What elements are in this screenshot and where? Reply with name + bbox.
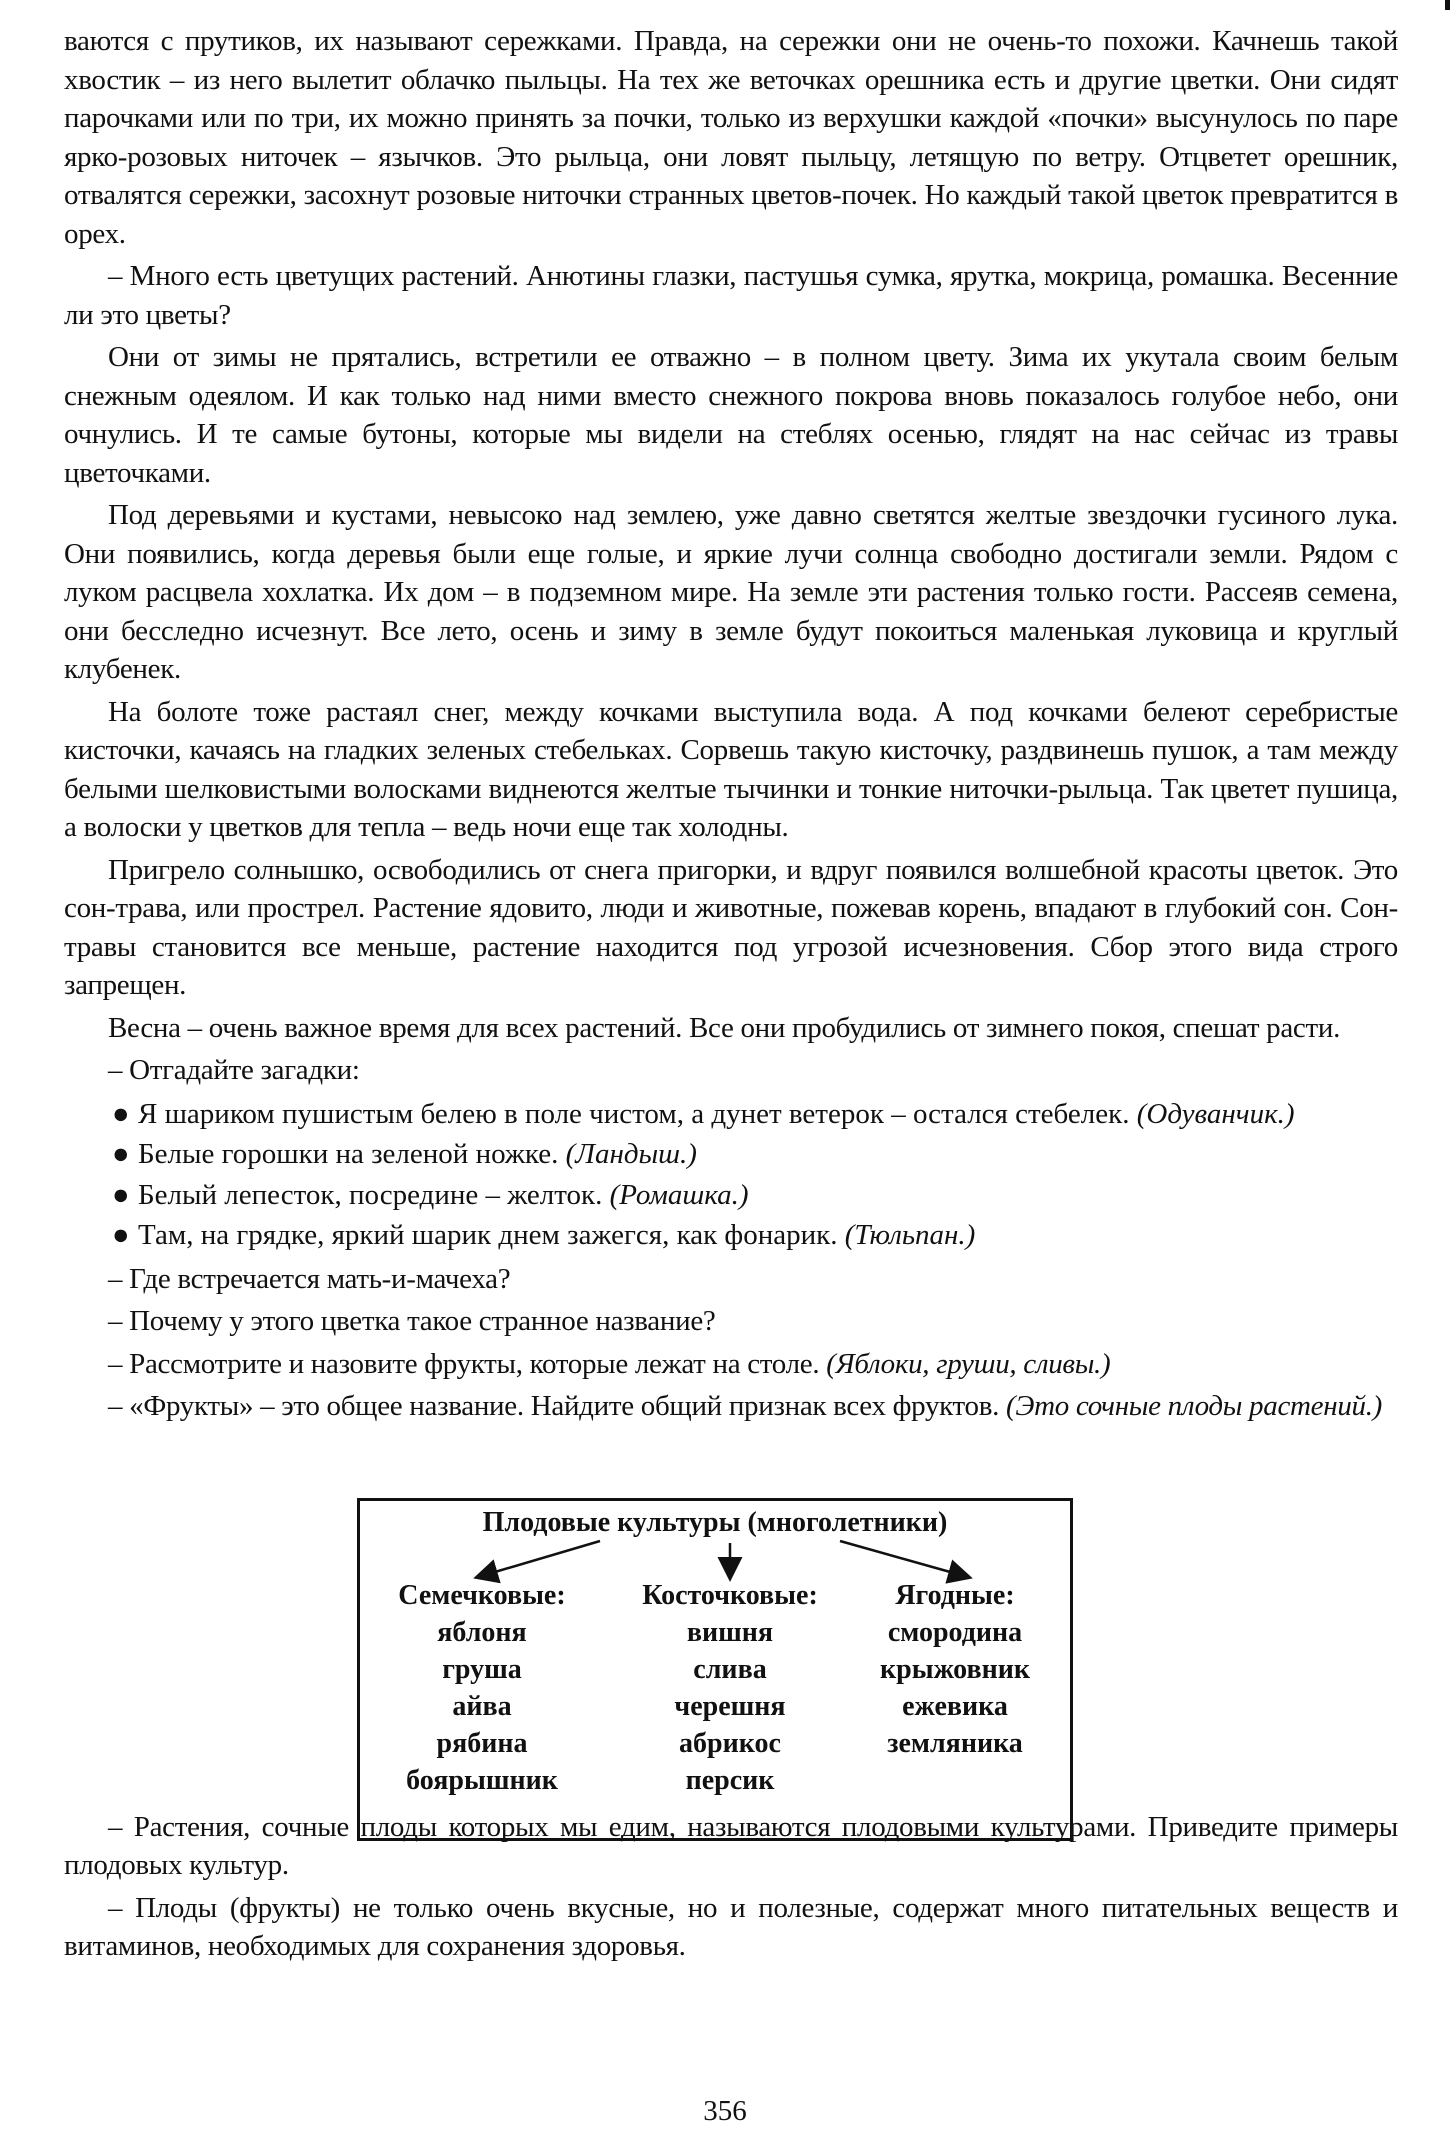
riddle-list (64, 1094, 1398, 1256)
bullet-icon: ● (112, 1138, 130, 1170)
riddle-item (64, 1094, 1398, 1135)
riddle-answer: (Ромашка.) (609, 1178, 749, 1211)
column-item: рябина (436, 1728, 528, 1759)
column-heading: Ягодные: (895, 1580, 1015, 1611)
scheme-title: Плодовые культуры (многолетники) (482, 1507, 948, 1538)
riddle-answer: (Ландыш.) (565, 1138, 697, 1170)
paragraph: Они от зимы не прятались, встретили ее отважно – в полном цвету. Зима их укутала своим белым снежным одеялом. И как только над ними вместо снежного покрова вновь показалось голубое небо, они очнулись. И те самые бутоны, которые мы видели на стеблях осенью, глядят на нас сейчас из травы цветочками. (64, 341, 1398, 489)
paragraph: Пригрело солнышко, освободились от снега пригорки, и вдруг появился волшебной красоты цветок. Это сон-трава, или прострел. Растение ядовито, люди и животные, пожевав корень, впадают в глубокий сон. Сон-травы становится все меньше, растение находится под угрозой исчезновения. Сбор этого вида строго запрещен. (64, 853, 1398, 1001)
question-text: – Рассмотрите и назовите фрукты, которые лежат на столе. (108, 1347, 820, 1380)
column-item: смородина (887, 1617, 1023, 1648)
column-item: персик (685, 1765, 775, 1796)
arrow-left (478, 1541, 600, 1577)
question-text: – Почему у этого цветка такое странное название? (108, 1305, 716, 1337)
column-item: айва (452, 1691, 512, 1722)
question-answer: (Яблоки, груши, сливы.) (826, 1347, 1111, 1380)
scheme-column-pome (382, 1577, 582, 1799)
riddle-item (64, 1215, 1398, 1256)
page-edge-mark (1445, 0, 1450, 10)
column-item: груша (442, 1654, 522, 1685)
column-heading: Косточковые: (642, 1580, 818, 1611)
question (64, 1345, 1398, 1384)
paragraph: – Растения, сочные плоды которых мы едим, называются плодовыми культурами. Приведите примеры плодовых культур. (64, 1810, 1398, 1881)
question (64, 1387, 1398, 1426)
riddles-prompt: – Отгадайте загадки: (108, 1054, 360, 1086)
column-item: вишня (686, 1617, 774, 1648)
fruit-crops-scheme (357, 1498, 1073, 1841)
question-text: – Где встречается мать-и-мачеха? (108, 1262, 511, 1295)
riddle-text: Там, на грядке, яркий шарик днем зажегся, как фонарик. (138, 1219, 838, 1251)
scheme-column-berry (860, 1577, 1050, 1762)
question-answer: (Это сочные плоды растений.) (1006, 1390, 1383, 1422)
riddle-answer: (Одуванчик.) (1136, 1097, 1295, 1130)
column-item: абрикос (679, 1728, 781, 1759)
arrow-right (840, 1541, 968, 1577)
paragraph: Под деревьями и кустами, невысоко над землею, уже давно светятся желтые звездочки гусиного лука. Они появились, когда деревья были еще голые, и яркие лучи солнца свободно достигали земли. Рядом с луком расцвела хохлатка. Их дом – в подземном мире. На земле эти растения только гости. Рассеяв семена, они бесследно исчезнут. Все лето, осень и зиму в земле будут покоиться маленькая луковица и круглый клубенек. (64, 499, 1398, 685)
bullet-icon: ● (112, 1178, 130, 1211)
paragraph: ваются с прутиков, их называют сережками. Правда, на сережки они не очень-то похожи. Качнешь такой хвостик – из него вылетит облачко пыльцы. На тех же веточках орешника есть и другие цветки. Они сидят парочками или по три, их можно принять за почки, только из верхушки каждой «почки» высунулось по паре ярко-розовых ниточек – язычков. Это рыльца, они ловят пыльцу, летящую по ветру. Отцветет орешник, отвалятся сережки, засохнут розовые ниточки странных цветов-почек. Но каждый такой цветок превратится в орех. (64, 25, 1398, 250)
riddle-item (64, 1175, 1398, 1216)
column-item: ежевика (902, 1691, 1008, 1722)
paragraph: – Плоды (фрукты) не только очень вкусные, но и полезные, содержат много питательных веществ и витаминов, необходимых для сохранения здоровья. (64, 1891, 1398, 1962)
column-item: боярышник (406, 1765, 558, 1796)
bullet-icon: ● (112, 1219, 130, 1251)
bullet-icon: ● (112, 1097, 130, 1130)
page-number: 356 (703, 2095, 747, 2127)
paragraph: – Много есть цветущих растений. Анютины глазки, пастушья сумка, ярутка, мокрица, ромашка. Весенние ли это цветы? (64, 260, 1398, 331)
question (64, 1260, 1398, 1299)
column-item: земляника (887, 1728, 1023, 1759)
riddle-answer: (Тюльпан.) (844, 1219, 976, 1251)
column-item: яблоня (437, 1617, 527, 1648)
column-item: слива (693, 1654, 767, 1685)
column-item: черешня (674, 1691, 786, 1722)
riddle-text: Белые горошки на зеленой ножке. (138, 1138, 559, 1170)
question (64, 1302, 1398, 1341)
riddle-text: Белый лепесток, посредине – желток. (138, 1178, 603, 1211)
scheme-column-stone (615, 1577, 845, 1799)
column-item: крыжовник (880, 1654, 1030, 1685)
paragraph: Весна – очень важное время для всех растений. Все они пробудились от зимнего покоя, спешат расти. (108, 1011, 1341, 1044)
paragraph: На болоте тоже растаял снег, между кочками выступила вода. А под кочками белеют серебристые кисточки, качаясь на гладких зеленых стебельках. Сорвешь такую кисточку, раздвинешь пушок, а там между белыми шелковистыми волосками виднеются желтые тычинки и тонкие ниточки-рыльца. Так цветет пушица, а волоски у цветков для тепла – ведь ночи еще так холодны. (64, 695, 1398, 843)
riddle-item (64, 1134, 1398, 1175)
column-heading: Семечковые: (398, 1580, 566, 1611)
question-text: – «Фрукты» – это общее название. Найдите общий признак всех фруктов. (108, 1390, 1000, 1422)
riddle-text: Я шариком пушистым белею в поле чистом, а дунет ветерок – остался стебелек. (138, 1097, 1130, 1130)
